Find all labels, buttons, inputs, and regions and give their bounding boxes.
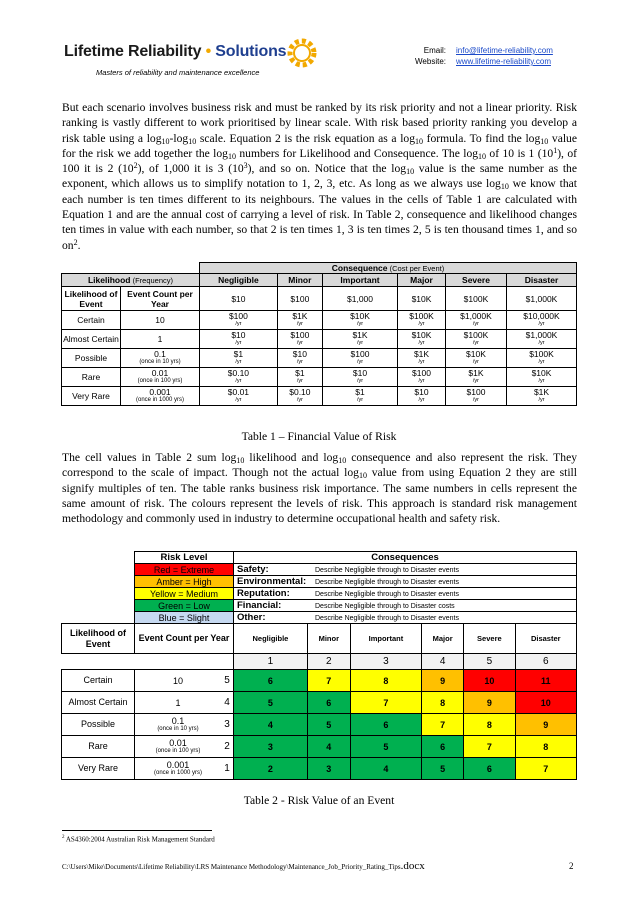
t1-cell: $1K /yr — [445, 368, 506, 387]
t1-cost: $10 — [200, 287, 278, 311]
t2-risk-cell: 7 — [515, 758, 576, 780]
t1-cell: $0.10 /yr — [277, 387, 322, 406]
t2-col-likelihood: Likelihood of Event — [62, 624, 135, 654]
t1-cost: $1,000K — [507, 287, 577, 311]
risk-level-3: Green = Low — [135, 600, 234, 612]
t2-risk-cell: 5 — [234, 692, 308, 714]
t2-risk-cell: 6 — [307, 692, 350, 714]
t2-row-name: Very Rare — [62, 758, 135, 780]
t2-row-name: Certain — [62, 670, 135, 692]
t2-risk-cell: 6 — [422, 736, 464, 758]
t2-risk-level-title: Risk Level — [135, 552, 234, 564]
t1-cell: $1,000K /yr — [445, 311, 506, 330]
t1-cost: $10K — [398, 287, 446, 311]
t1-cell: $100K /yr — [507, 349, 577, 368]
t1-row-name: Certain — [62, 311, 121, 330]
t2-consequences-title: Consequences — [234, 552, 577, 564]
contact-values — [456, 45, 553, 67]
financial-risk-table — [61, 262, 577, 406]
t1-cell: $10 /yr — [200, 330, 278, 349]
t2-risk-cell: 10 — [515, 692, 576, 714]
table2-caption: Table 2 - Risk Value of an Event — [243, 794, 395, 807]
t1-row — [62, 387, 577, 406]
t2-risk-cell: 8 — [350, 670, 421, 692]
t1-cell: $100 /yr — [322, 349, 397, 368]
t1-cost: $1,000 — [322, 287, 397, 311]
t2-risk-cell: 9 — [464, 692, 515, 714]
t2-header: Severe — [464, 624, 515, 654]
t2-risk-cell: 11 — [515, 670, 576, 692]
t2-risk-cell: 8 — [464, 714, 515, 736]
t2-row-name: Almost Certain — [62, 692, 135, 714]
t1-cell: $100 /yr — [398, 368, 446, 387]
logo-main: Lifetime Reliability — [64, 43, 202, 60]
t1-cell: $100 /yr — [277, 330, 322, 349]
risk-level-0: Red = Extreme — [135, 564, 234, 576]
t2-risk-cell: 9 — [515, 714, 576, 736]
t2-risk-cell: 6 — [350, 714, 421, 736]
t1-cell: $1K /yr — [322, 330, 397, 349]
t2-row-count: 10 — [135, 670, 222, 692]
t2-risk-cell: 10 — [464, 670, 515, 692]
t1-header: Negligible — [200, 274, 278, 287]
t1-cost: $100 — [277, 287, 322, 311]
t2-cons-num: 1 — [234, 654, 308, 670]
t2-row — [62, 670, 577, 692]
t2-risk-cell: 7 — [350, 692, 421, 714]
t1-row — [62, 368, 577, 387]
tagline: Masters of reliability and maintenance excellence — [96, 68, 260, 77]
t1-consequence-title: Consequence (Cost per Event) — [200, 263, 577, 274]
table1-caption: Table 1 – Financial Value of Risk — [241, 430, 397, 443]
t2-risk-cell: 6 — [234, 670, 308, 692]
t2-risk-cell: 8 — [422, 692, 464, 714]
t2-risk-cell: 2 — [234, 758, 308, 780]
t2-row-name: Rare — [62, 736, 135, 758]
t2-header: Minor — [307, 624, 350, 654]
t1-cell: $1 /yr — [200, 349, 278, 368]
t2-risk-cell: 4 — [234, 714, 308, 736]
t1-cell: $100 /yr — [200, 311, 278, 330]
t2-risk-cell: 7 — [422, 714, 464, 736]
t1-cell: $1K /yr — [398, 349, 446, 368]
t1-cell: $1,000K /yr — [507, 330, 577, 349]
t1-cost: $100K — [445, 287, 506, 311]
risk-level-1: Amber = High — [135, 576, 234, 588]
paragraph-1: But each scenario involves business risk and must be ranked by its risk priority and not a linear priority. Risk ranking is vastly different to work prioritised by linear scale. With risk based priority ranking you develop a risk table using a $\log_{10}-\log_{10}$ scale. Equation 2 is the risk equation as a $\log_{10}$ formula. To find the $\log_{10}$ value for the risk we add together the $\log_{10}$ numbers for Likelihood and Consequence. The $\log_{10}$ of 10 is 1 $(10^1)$, of 100 it is 2 $(10^2)$, of 1,000 it is 3 $(10^3)$, and so on. Notice that the $\log_{10}$ value is the same number as the exponent, which allows us to simplify notation to 1, 2, 3, etc. As long as we always use $\log_{10}$ we know that each number is ten times different to its neighbours. The values in the cells of Table 1 are calculated with Equation 1 and are the annual cost of carrying a level of risk. In Table 2, consequence and likelihood changes ten times in value with each number, so that 2 is ten times 1, 3 is ten times 2, 5 is ten thousand times 1, and so $on^2$. — [62, 101, 577, 252]
t1-cell: $1K /yr — [277, 311, 322, 330]
t1-row-name: Rare — [62, 368, 121, 387]
website-label: Website: — [415, 57, 446, 66]
t1-header: Major — [398, 274, 446, 287]
t1-header: Disaster — [507, 274, 577, 287]
risk-level-4: Blue = Slight — [135, 612, 234, 624]
t1-header: Severe — [445, 274, 506, 287]
t1-cell: $1 /yr — [322, 387, 397, 406]
t1-row — [62, 349, 577, 368]
t2-risk-cell: 9 — [422, 670, 464, 692]
t1-cell: $10 /yr — [398, 387, 446, 406]
t2-risk-cell: 5 — [350, 736, 421, 758]
t2-cons-num: 3 — [350, 654, 421, 670]
t1-row-count: 10 — [121, 311, 200, 330]
t2-risk-cell: 7 — [307, 670, 350, 692]
t2-row-count: 0.1 (once in 10 yrs) — [135, 714, 222, 736]
t1-cell: $10K /yr — [322, 311, 397, 330]
email-label: Email: — [423, 46, 446, 55]
t2-row-index: 2 — [221, 736, 234, 758]
t2-row-index: 3 — [221, 714, 234, 736]
contact-labels — [412, 45, 446, 67]
t2-row-count: 0.001 (once in 1000 yrs) — [135, 758, 222, 780]
t2-risk-cell: 5 — [307, 714, 350, 736]
t2-row-index: 1 — [221, 758, 234, 780]
t1-row-count: 0.01 (once in 100 yrs) — [121, 368, 200, 387]
t1-row-name: Possible — [62, 349, 121, 368]
t1-cell: $1K /yr — [507, 387, 577, 406]
t2-col-count: Event Count per Year — [135, 624, 234, 654]
t2-row-index: 4 — [221, 692, 234, 714]
t1-cell: $10K /yr — [398, 330, 446, 349]
t1-cell: $1 /yr — [277, 368, 322, 387]
t2-risk-cell: 4 — [350, 758, 421, 780]
consequence-row: Reputation: Describe Negligible through to Disaster events — [234, 588, 577, 600]
t2-risk-cell: 3 — [234, 736, 308, 758]
t2-header: Major — [422, 624, 464, 654]
t1-cell: $0.01 /yr — [200, 387, 278, 406]
t1-cell: $100K /yr — [398, 311, 446, 330]
consequence-row: Environmental: Describe Negligible through to Disaster events — [234, 576, 577, 588]
t2-cons-num: 4 — [422, 654, 464, 670]
t1-cell: $10 /yr — [322, 368, 397, 387]
t2-risk-cell: 7 — [464, 736, 515, 758]
t1-row-count: 0.1 (once in 10 yrs) — [121, 349, 200, 368]
file-path: C:\Users\Mike\Documents\Lifetime Reliability\LRS Maintenance Methodology\Maintenance_Job_Priority_Rating_Tips.docx — [62, 860, 425, 872]
t2-risk-cell: 8 — [515, 736, 576, 758]
t2-row — [62, 714, 577, 736]
t1-cell: $10 /yr — [277, 349, 322, 368]
t1-col-likelihood: Likelihood of Event — [62, 287, 121, 311]
t1-col-count: Event Count per Year — [121, 287, 200, 311]
t2-row — [62, 736, 577, 758]
t2-header: Important — [350, 624, 421, 654]
t2-cons-num: 5 — [464, 654, 515, 670]
t1-row-count: 0.001 (once in 1000 yrs) — [121, 387, 200, 406]
t1-cell: $10K /yr — [445, 349, 506, 368]
t1-row-name: Almost Certain — [62, 330, 121, 349]
t1-header: Minor — [277, 274, 322, 287]
gear-icon — [285, 36, 319, 70]
t2-row-index: 5 — [221, 670, 234, 692]
t1-row — [62, 311, 577, 330]
t2-row-count: 1 — [135, 692, 222, 714]
t2-risk-cell: 5 — [422, 758, 464, 780]
risk-level-2: Yellow = Medium — [135, 588, 234, 600]
t2-header: Negligible — [234, 624, 308, 654]
consequence-row: Safety: Describe Negligible through to Disaster events — [234, 564, 577, 576]
t1-likelihood-title: Likelihood (Frequency) — [62, 274, 200, 287]
logo-solutions: Solutions — [215, 43, 287, 60]
logo — [64, 43, 286, 61]
t1-cell: $0.10 /yr — [200, 368, 278, 387]
t2-cons-num: 2 — [307, 654, 350, 670]
paragraph-2: The cell values in Table 2 sum $\log_{10}$ likelihood and $\log_{10}$ consequence and also represent the risk. They correspond to the scale of impact. Though not the actual $\log_{10}$ value from using Equation 2 they are still signify multiples of ten. The table ranks business risk importance. The same numbers in cells represent the same amount of risk. The colours represent the levels of risk. This approach is standard risk management methodology and commonly used in industry to determine occupational health and safety risk. — [62, 451, 578, 526]
t2-row-name: Possible — [62, 714, 135, 736]
t2-risk-cell: 3 — [307, 758, 350, 780]
t2-header: Disaster — [515, 624, 576, 654]
footnote: $^2$ AS4360:2004 Australian Risk Management Standard — [62, 835, 215, 844]
consequence-row: Other: Describe Negligible through to Disaster events — [234, 612, 577, 624]
t1-cell: $10K /yr — [507, 368, 577, 387]
t1-cell: $100K /yr — [445, 330, 506, 349]
t2-cons-num: 6 — [515, 654, 576, 670]
website-link[interactable]: www.lifetime-reliability.com — [456, 57, 551, 66]
risk-value-table — [61, 551, 577, 780]
t1-row — [62, 330, 577, 349]
consequence-row: Financial: Describe Negligible through to Disaster costs — [234, 600, 577, 612]
t2-row — [62, 758, 577, 780]
t1-row-name: Very Rare — [62, 387, 121, 406]
t1-row-count: 1 — [121, 330, 200, 349]
t2-row-count: 0.01 (once in 100 yrs) — [135, 736, 222, 758]
t1-cell: $10,000K /yr — [507, 311, 577, 330]
footnote-rule — [62, 830, 212, 831]
t1-header: Important — [322, 274, 397, 287]
page-number: 2 — [569, 861, 574, 871]
email-link[interactable]: info@lifetime-reliability.com — [456, 46, 553, 55]
t2-risk-cell: 4 — [307, 736, 350, 758]
t2-risk-cell: 6 — [464, 758, 515, 780]
logo-dot: • — [205, 43, 212, 60]
t2-row — [62, 692, 577, 714]
t1-cell: $100 /yr — [445, 387, 506, 406]
